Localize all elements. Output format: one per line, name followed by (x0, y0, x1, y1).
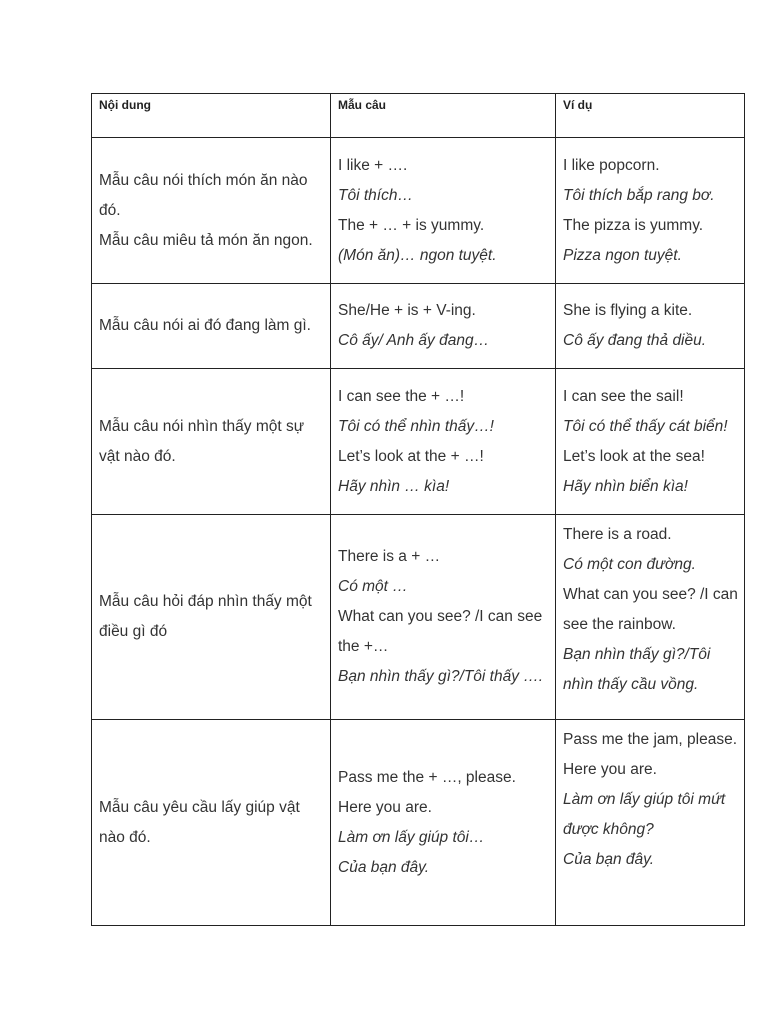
example-cell (556, 138, 745, 284)
pattern-line: The + … + is yummy. (338, 216, 485, 234)
table-row (92, 138, 745, 284)
example-line: Pass me the jam, please. (563, 731, 738, 748)
pattern-line: Let’s look at the + …! (338, 447, 484, 465)
header-content: Nội dung (92, 94, 331, 138)
pattern-translation: Cô ấy/ Anh ấy đang… (338, 332, 490, 349)
example-translation: Pizza ngon tuyệt. (563, 246, 682, 264)
content-cell (92, 720, 331, 926)
pattern-cell (331, 720, 556, 926)
header-row (92, 94, 745, 138)
pattern-translation: (Món ăn)… ngon tuyệt. (338, 246, 497, 264)
content-cell (92, 138, 331, 284)
example-line: What can you see? /I can see the rainbow. (563, 586, 738, 633)
example-translation: Hãy nhìn biển kìa! (563, 477, 688, 495)
example-translation: Bạn nhìn thấy gì?/Tôi nhìn thấy cầu vồng. (563, 646, 711, 693)
header-pattern: Mẫu câu (331, 94, 556, 138)
table-row (92, 369, 745, 515)
pattern-cell (331, 284, 556, 369)
example-line: I can see the sail! (563, 387, 684, 405)
pattern-translation: Làm ơn lấy giúp tôi… (338, 828, 485, 846)
pattern-translation: Của bạn đây. (338, 858, 430, 876)
phrase-table (91, 93, 745, 926)
example-line: Here you are. (563, 761, 657, 778)
table-row (92, 720, 745, 926)
pattern-translation: Bạn nhìn thấy gì?/Tôi thấy …. (338, 668, 544, 685)
example-translation: Cô ấy đang thả diều. (563, 332, 707, 349)
content-line: Mẫu câu miêu tả món ăn ngon. (99, 231, 313, 249)
pattern-translation: Tôi thích… (338, 186, 413, 204)
content-line: Mẫu câu yêu cầu lấy giúp vật nào đó. (99, 798, 300, 846)
example-line: Let’s look at the sea! (563, 447, 705, 465)
pattern-line: Here you are. (338, 798, 432, 816)
table-row (92, 515, 745, 720)
pattern-cell (331, 138, 556, 284)
content-cell (92, 369, 331, 515)
pattern-cell (331, 369, 556, 515)
example-cell (556, 284, 745, 369)
example-cell (556, 515, 745, 720)
example-line: She is flying a kite. (563, 302, 693, 319)
pattern-translation: Hãy nhìn … kìa! (338, 477, 450, 495)
example-cell (556, 720, 745, 926)
example-translation: Của bạn đây. (563, 851, 655, 868)
pattern-line: I can see the + …! (338, 387, 465, 405)
example-translation: Tôi thích bắp rang bơ. (563, 186, 715, 204)
pattern-line: What can you see? /I can see the +… (338, 608, 543, 655)
header-example: Ví dụ (556, 94, 745, 138)
pattern-line: I like + …. (338, 156, 408, 174)
example-cell (556, 369, 745, 515)
pattern-line: Pass me the + …, please. (338, 768, 516, 786)
content-line: Mẫu câu hỏi đáp nhìn thấy một điều gì đó (99, 593, 312, 640)
pattern-line: She/He + is + V-ing. (338, 302, 476, 319)
pattern-line: There is a + … (338, 548, 441, 565)
content-line: Mẫu câu nói nhìn thấy một sự vật nào đó. (99, 417, 305, 465)
content-cell (92, 515, 331, 720)
pattern-cell (331, 515, 556, 720)
pattern-translation: Tôi có thể nhìn thấy…! (338, 417, 494, 435)
pattern-translation: Có một … (338, 578, 408, 595)
example-translation: Làm ơn lấy giúp tôi mứt được không? (563, 791, 726, 838)
content-line: Mẫu câu nói thích món ăn nào đó. (99, 171, 308, 219)
example-translation: Tôi có thể thấy cát biển! (563, 417, 728, 435)
example-line: I like popcorn. (563, 156, 660, 174)
table-row (92, 284, 745, 369)
example-line: There is a road. (563, 526, 672, 543)
example-line: The pizza is yummy. (563, 216, 704, 234)
content-line: Mẫu câu nói ai đó đang làm gì. (99, 317, 311, 334)
example-translation: Có một con đường. (563, 556, 696, 573)
content-cell (92, 284, 331, 369)
